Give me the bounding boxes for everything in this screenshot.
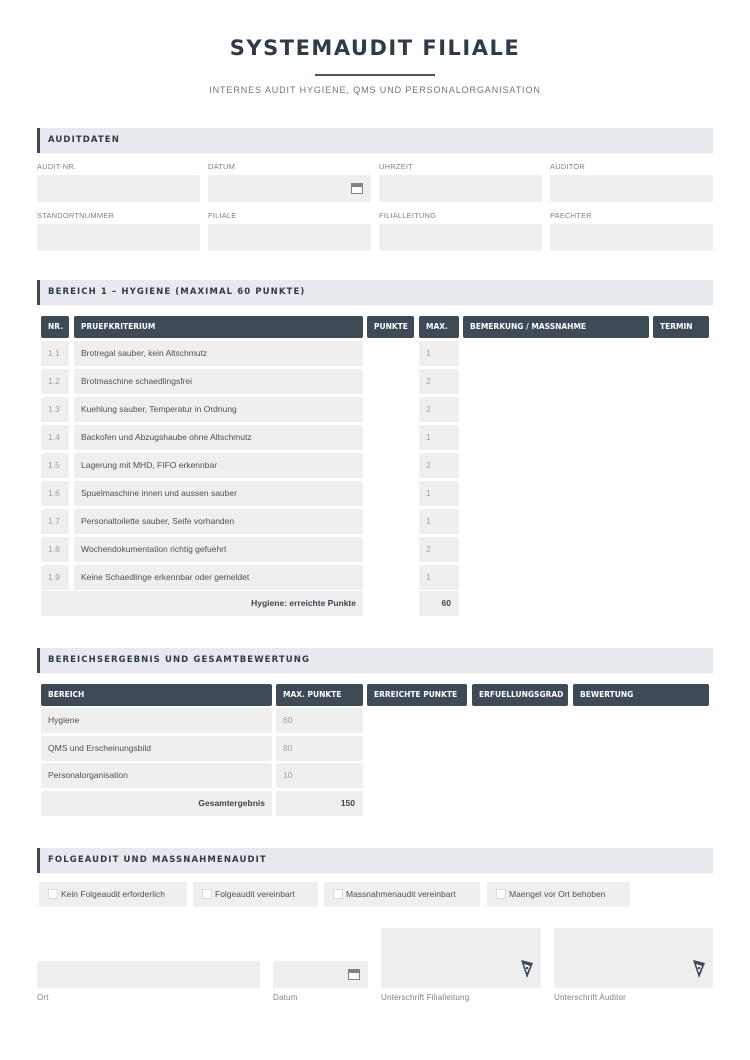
cell-kriterium: Kuehlung sauber, Temperatur in Ordnung: [74, 397, 363, 422]
pen-nib-icon: [691, 958, 707, 980]
cell-nr: 1.4: [41, 425, 69, 450]
cell-kriterium: Brotmaschine schaedlingsfrei: [74, 369, 363, 394]
filialleitung-label: FILIALLEITUNG: [379, 211, 437, 220]
standortnummer-label: STANDORTNUMMER: [37, 211, 115, 220]
checkbox-label: Massnahmenaudit vereinbart: [346, 889, 456, 899]
checkbox-icon[interactable]: [333, 889, 343, 899]
page-subtitle: INTERNES AUDIT HYGIENE, QMS UND PERSONALORGANISATION: [209, 85, 541, 95]
checkbox-icon[interactable]: [48, 889, 58, 899]
datum-field[interactable]: [208, 175, 371, 202]
signature-filialleitung-label: Unterschrift Filialleitung: [381, 993, 470, 1002]
filiale-field[interactable]: [208, 224, 371, 251]
cell-nr: 1.9: [41, 565, 69, 590]
audit-nr-field[interactable]: [37, 175, 200, 202]
cell-kriterium: Lagerung mit MHD, FIFO erkennbar: [74, 453, 363, 478]
cell-nr: 1.6: [41, 481, 69, 506]
col-header-punkte: PUNKTE: [367, 316, 414, 338]
gesamtergebnis-label: Gesamtergebnis: [41, 791, 272, 816]
cell-bereich: QMS und Erscheinungsbild: [41, 736, 272, 761]
uhrzeit-label: UHRZEIT: [379, 162, 413, 171]
section-heading-ergebnis: BEREICHSERGEBNIS UND GESAMTBEWERTUNG: [37, 648, 713, 673]
cell-kriterium: Spuelmaschine innen und aussen sauber: [74, 481, 363, 506]
cell-nr: 1.8: [41, 537, 69, 562]
col-header-erfuellungsgrad: ERFUELLUNGSGRAD: [472, 684, 568, 706]
checkbox-icon[interactable]: [496, 889, 506, 899]
col-header-nr: NR.: [41, 316, 69, 338]
cell-max: 2: [419, 453, 459, 478]
cell-kriterium: Wochendokumentation richtig gefuehrt: [74, 537, 363, 562]
cell-max: 1: [419, 565, 459, 590]
cell-bereich: Hygiene: [41, 708, 272, 733]
auditor-field[interactable]: [550, 175, 713, 202]
signature-auditor-field[interactable]: [554, 928, 713, 988]
cell-max-punkte: 10: [276, 763, 363, 788]
cell-max: 2: [419, 397, 459, 422]
cell-max-punkte: 80: [276, 736, 363, 761]
title-divider: [315, 74, 435, 76]
standortnummer-field[interactable]: [37, 224, 200, 251]
pen-nib-icon: [519, 958, 535, 980]
hygiene-sum-max: 60: [419, 591, 459, 616]
col-header-bewertung: BEWERTUNG: [573, 684, 709, 706]
cell-nr: 1.3: [41, 397, 69, 422]
col-header-max: MAX.: [419, 316, 459, 338]
cell-max: 1: [419, 481, 459, 506]
checkbox-folgeaudit-vereinbart[interactable]: [193, 882, 318, 907]
datum-label: DATUM: [208, 162, 236, 171]
audit-nr-label: AUDIT-NR.: [37, 162, 77, 171]
ort-field[interactable]: [37, 961, 260, 988]
cell-kriterium: Backofen und Abzugshaube ohne Altschmutz: [74, 425, 363, 450]
hygiene-sum-label: Hygiene: erreichte Punkte: [41, 591, 363, 616]
cell-nr: 1.2: [41, 369, 69, 394]
calendar-icon[interactable]: [351, 183, 363, 194]
section-heading-hygiene: BEREICH 1 – HYGIENE (MAXIMAL 60 PUNKTE): [37, 280, 713, 305]
signature-auditor-label: Unterschrift Auditor: [554, 993, 627, 1002]
cell-nr: 1.7: [41, 509, 69, 534]
col-header-erreichte-punkte: ERREICHTE PUNKTE: [367, 684, 467, 706]
col-header-kriterium: PRUEFKRITERIUM: [74, 316, 363, 338]
section-heading-auditdaten: AUDITDATEN: [37, 128, 713, 153]
cell-max: 2: [419, 369, 459, 394]
cell-nr: 1.1: [41, 341, 69, 366]
signature-filialleitung-field[interactable]: [381, 928, 541, 988]
section-heading-folgeaudit: FOLGEAUDIT UND MASSNAHMENAUDIT: [37, 848, 713, 873]
paechter-field[interactable]: [550, 224, 713, 251]
checkbox-label: Kein Folgeaudit erforderlich: [61, 889, 165, 899]
paechter-label: PAECHTER: [550, 211, 592, 220]
gesamtergebnis-max: 150: [276, 791, 363, 816]
cell-max: 1: [419, 509, 459, 534]
col-header-termin: TERMIN: [653, 316, 709, 338]
checkbox-maengel-behoben[interactable]: [487, 882, 630, 907]
cell-bereich: Personalorganisation: [41, 763, 272, 788]
calendar-icon[interactable]: [348, 969, 360, 980]
checkbox-massnahmenaudit[interactable]: [324, 882, 480, 907]
checkbox-label: Maengel vor Ort behoben: [509, 889, 606, 899]
cell-nr: 1.5: [41, 453, 69, 478]
auditor-label: AUDITOR: [550, 162, 586, 171]
cell-max-punkte: 60: [276, 708, 363, 733]
cell-max: 2: [419, 537, 459, 562]
col-header-bemerkung: BEMERKUNG / MASSNAHME: [463, 316, 649, 338]
page-title: SYSTEMAUDIT FILIALE: [229, 36, 521, 60]
col-header-bereich: BEREICH: [41, 684, 272, 706]
col-header-max-punkte: MAX. PUNKTE: [276, 684, 363, 706]
checkbox-kein-folgeaudit[interactable]: [39, 882, 187, 907]
filiale-label: FILIALE: [208, 211, 237, 220]
filialleitung-field[interactable]: [379, 224, 542, 251]
datum-unterschrift-field[interactable]: [273, 961, 368, 988]
uhrzeit-field[interactable]: [379, 175, 542, 202]
cell-max: 1: [419, 425, 459, 450]
cell-kriterium: Personaltoilette sauber, Seife vorhanden: [74, 509, 363, 534]
cell-kriterium: Brotregal sauber, kein Altschmutz: [74, 341, 363, 366]
cell-kriterium: Keine Schaedlinge erkennbar oder gemeldet: [74, 565, 363, 590]
datum-unterschrift-label: Datum: [273, 993, 298, 1002]
checkbox-icon[interactable]: [202, 889, 212, 899]
checkbox-label: Folgeaudit vereinbart: [215, 889, 295, 899]
ort-label: Ort: [37, 993, 49, 1002]
cell-max: 1: [419, 341, 459, 366]
